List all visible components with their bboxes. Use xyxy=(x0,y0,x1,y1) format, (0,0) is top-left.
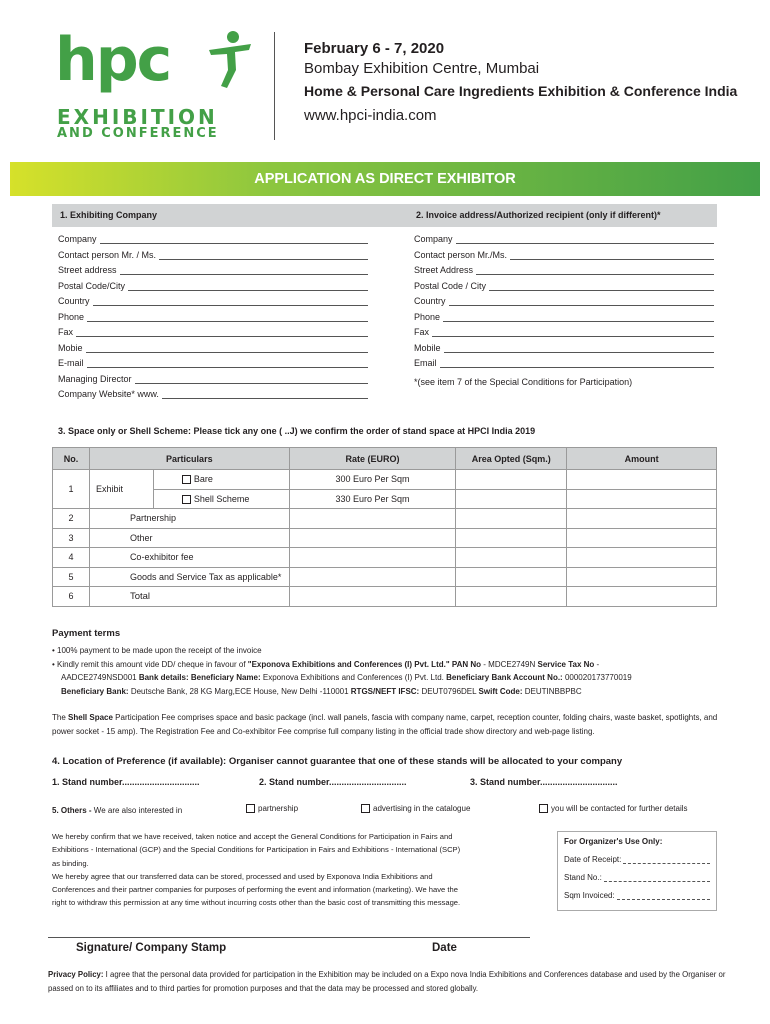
shell-scheme-checkbox[interactable] xyxy=(182,495,191,504)
page-title: APPLICATION AS DIRECT EXHIBITOR xyxy=(10,162,760,196)
phone-field[interactable]: Phone xyxy=(58,308,368,322)
contact-option[interactable]: you will be contacted for further details xyxy=(539,804,688,813)
company-field[interactable]: Company xyxy=(58,230,368,244)
contact-checkbox[interactable] xyxy=(539,804,548,813)
confirmation-text: We hereby confirm that we have received, taken notice and accept the General Conditions for Participation in Fairs and Exhibitions - International (GCP) and the Special Conditions for Participation in Fairs and Exhibitions - International (SCP) as binding. We hereby agree that our transferred data can be stored, processed and used by Exponova India Exhibitions and Conferences and their partner companies for purposes of performing the event and information (marketing). We have the right to withdraw this permission at any time without incurring costs other than the basic cost of transmitting this message. xyxy=(52,832,461,908)
payment-terms xyxy=(52,644,720,698)
logo-figure-icon xyxy=(205,30,255,90)
invoice-fax-field[interactable]: Fax xyxy=(414,323,714,337)
payment-bullet-2: • Kindly remit this amount vide DD/ cheque in favour of "Exponova Exhibitions and Conferences (I) Pvt. Ltd." PAN No - MDCE2749N Service Tax No - AADCE2749NSD001 Bank details: Beneficiary Name: Exponova Exhibitions and Conferences (I) Pvt. Ltd. Beneficiary Bank Account No.: 000020173770019 Beneficiary Bank: Deutsche Bank, 28 KG Marg,ECE House, New Delhi -110001 RTGS/NEFT IFSC: DEUT0796DEL Swift Code: DEUTINBBPBC xyxy=(52,659,632,696)
col-amount: Amount xyxy=(567,448,717,470)
advertising-option[interactable]: advertising in the catalogue xyxy=(361,804,470,813)
section2-form xyxy=(414,230,714,368)
rate-cell[interactable] xyxy=(289,548,456,568)
sqm-invoiced-field[interactable]: Sqm Invoiced: xyxy=(564,891,710,900)
privacy-policy: Privacy Policy: I agree that the personal data provided for participation in the Exhibition may be included on a Expo nova India Exhibitions and Conferences database and used by the Organiser or passed on to its affiliates and to third parties for promotion purposes and that the data may be processed and stored globally. xyxy=(48,970,726,993)
payment-heading: Payment terms xyxy=(52,628,121,639)
section1-form xyxy=(58,230,368,399)
bare-checkbox[interactable] xyxy=(182,475,191,484)
col-no: No. xyxy=(53,448,90,470)
advertising-checkbox[interactable] xyxy=(361,804,370,813)
payment-bullet-1: • 100% payment to be made upon the receipt of the invoice xyxy=(52,646,262,655)
partnership-checkbox[interactable] xyxy=(246,804,255,813)
table-row xyxy=(53,528,717,548)
invoice-country-field[interactable]: Country xyxy=(414,292,714,306)
invoice-note: *(see item 7 of the Special Conditions for Participation) xyxy=(414,377,633,387)
col-particulars: Particulars xyxy=(89,448,289,470)
amount-cell[interactable] xyxy=(567,567,717,587)
row-no: 1 xyxy=(53,470,90,509)
shell-space-note: The Shell Space Participation Fee comprises space and basic package (incl. wall panels, fascia with company name, carpet, reception counter, folding chairs, waste basket, spotlights, and power socket - 15 amp). The Registration Fee and Co-exhibitor Fee comprise full company listing in the official trade show directory and web-page listing. xyxy=(52,713,718,736)
logo-hpc-text: hpc xyxy=(55,25,171,95)
shell-scheme-option[interactable]: Shell Scheme xyxy=(153,489,289,509)
row-label: Other xyxy=(89,528,289,548)
rate-cell[interactable] xyxy=(289,587,456,607)
invoice-email-field[interactable]: Email xyxy=(414,354,714,368)
area-cell[interactable] xyxy=(456,470,567,490)
rate-cell[interactable] xyxy=(289,528,456,548)
section1-heading: 1. Exhibiting Company xyxy=(52,204,408,227)
stand-number-3[interactable]: 3. Stand number............................... xyxy=(470,777,618,787)
row-label: Goods and Service Tax as applicable* xyxy=(89,567,289,587)
area-cell[interactable] xyxy=(456,528,567,548)
invoice-contact-field[interactable]: Contact person Mr./Ms. xyxy=(414,246,714,260)
row-no: 4 xyxy=(53,548,90,568)
event-website[interactable]: www.hpci-india.com xyxy=(304,107,437,124)
amount-cell[interactable] xyxy=(567,509,717,529)
organizer-use-box xyxy=(557,831,717,911)
partnership-option[interactable]: partnership xyxy=(246,804,298,813)
row-label: Exhibit xyxy=(89,470,153,509)
table-row xyxy=(53,567,717,587)
country-field[interactable]: Country xyxy=(58,292,368,306)
stand-space-table xyxy=(52,447,717,607)
logo-exhibition: EXHIBITION xyxy=(57,105,218,129)
col-rate: Rate (EURO) xyxy=(289,448,456,470)
row-no: 6 xyxy=(53,587,90,607)
signature-line xyxy=(48,937,530,938)
managing-director-field[interactable]: Managing Director xyxy=(58,370,368,384)
table-row xyxy=(53,509,717,529)
rate-bare: 300 Euro Per Sqm xyxy=(289,470,456,490)
amount-cell[interactable] xyxy=(567,528,717,548)
others-row: 5. Others - We are also interested in xyxy=(52,806,183,815)
signature-label[interactable]: Signature/ Company Stamp xyxy=(76,942,227,954)
contact-person-field[interactable]: Contact person Mr. / Ms. xyxy=(58,246,368,260)
event-name: Home & Personal Care Ingredients Exhibition & Conference India xyxy=(304,83,738,99)
company-website-field[interactable]: Company Website* www. xyxy=(58,385,368,399)
invoice-phone-field[interactable]: Phone xyxy=(414,308,714,322)
area-cell[interactable] xyxy=(456,587,567,607)
section3-heading: 3. Space only or Shell Scheme: Please tick any one ( ..J) we confirm the order of stand space at HPCI India 2019 xyxy=(58,426,536,436)
amount-cell[interactable] xyxy=(567,548,717,568)
bare-option[interactable]: Bare xyxy=(153,470,289,490)
stand-number-2[interactable]: 2. Stand number............................... xyxy=(259,777,407,787)
invoice-street-field[interactable]: Street Address xyxy=(414,261,714,275)
fax-field[interactable]: Fax xyxy=(58,323,368,337)
area-cell[interactable] xyxy=(456,567,567,587)
rate-cell[interactable] xyxy=(289,509,456,529)
row-no: 2 xyxy=(53,509,90,529)
row-no: 3 xyxy=(53,528,90,548)
date-of-receipt-field[interactable]: Date of Receipt: xyxy=(564,855,710,864)
email-field[interactable]: E-mail xyxy=(58,354,368,368)
amount-cell[interactable] xyxy=(567,470,717,490)
event-dates: February 6 - 7, 2020 xyxy=(304,40,445,57)
table-row xyxy=(53,587,717,607)
logo-conference: AND CONFERENCE xyxy=(57,126,219,141)
area-cell[interactable] xyxy=(456,548,567,568)
col-area: Area Opted (Sqm.) xyxy=(456,448,567,470)
area-cell[interactable] xyxy=(456,489,567,509)
rate-shell: 330 Euro Per Sqm xyxy=(289,489,456,509)
row-label: Co-exhibitor fee xyxy=(89,548,289,568)
header-divider xyxy=(274,32,275,140)
row-label: Total xyxy=(89,587,289,607)
section4-heading: 4. Location of Preference (if available): Organiser cannot guarantee that one of these stands will be allocated to your company xyxy=(52,756,623,767)
table-header-row xyxy=(53,448,717,470)
stand-number-1[interactable]: 1. Stand number............................... xyxy=(52,777,200,787)
event-venue: Bombay Exhibition Centre, Mumbai xyxy=(304,60,540,77)
amount-cell[interactable] xyxy=(567,489,717,509)
mobile-field[interactable]: Mobie xyxy=(58,339,368,353)
postal-code-field[interactable]: Postal Code/City xyxy=(58,277,368,291)
invoice-mobile-field[interactable]: Mobile xyxy=(414,339,714,353)
table-row xyxy=(53,548,717,568)
row-no: 5 xyxy=(53,567,90,587)
table-row xyxy=(53,470,717,490)
rate-cell[interactable] xyxy=(289,567,456,587)
amount-cell[interactable] xyxy=(567,587,717,607)
invoice-postal-field[interactable]: Postal Code / City xyxy=(414,277,714,291)
date-label[interactable]: Date xyxy=(432,942,457,954)
invoice-company-field[interactable]: Company xyxy=(414,230,714,244)
section2-heading: 2. Invoice address/Authorized recipient (only if different)* xyxy=(408,204,717,227)
area-cell[interactable] xyxy=(456,509,567,529)
stand-no-field[interactable]: Stand No.: xyxy=(564,873,710,882)
organizer-title: For Organizer's Use Only: xyxy=(564,837,663,846)
row-label: Partnership xyxy=(89,509,289,529)
street-address-field[interactable]: Street address xyxy=(58,261,368,275)
